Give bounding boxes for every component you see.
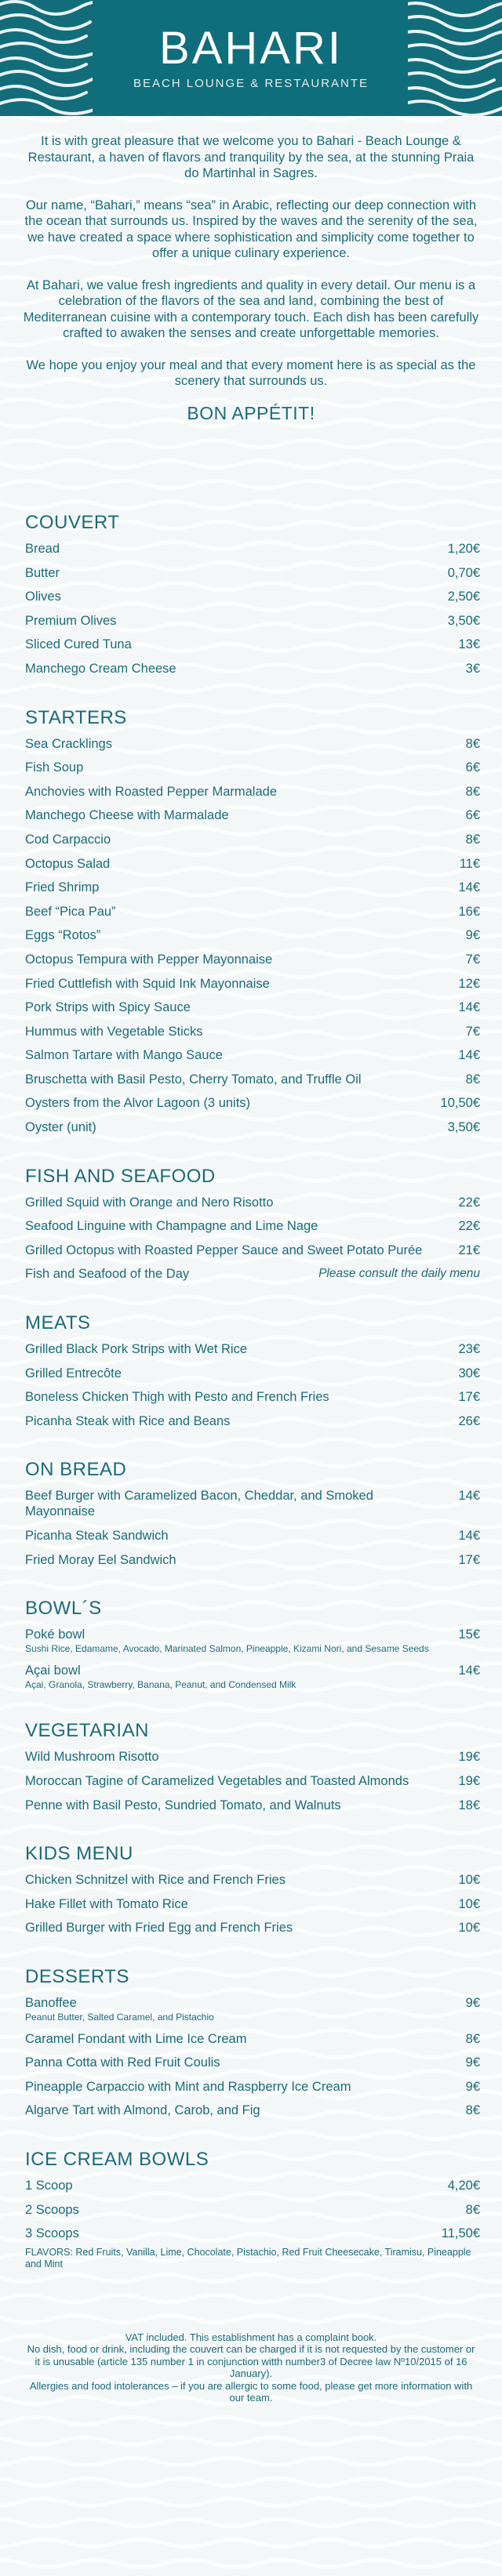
menu-item-info — [25, 832, 466, 847]
menu-item-name: Oysters from the Alvor Lagoon (3 units) — [25, 1096, 251, 1111]
section-title: FISH AND SEAFOOD — [25, 1165, 216, 1187]
menu-item-price: 26€ — [458, 1413, 480, 1428]
menu-sections — [0, 421, 502, 2270]
menu-item-name: Panna Cotta with Red Fruit Coulis — [25, 2055, 220, 2070]
menu-section-kids — [25, 1821, 480, 1936]
menu-item-name: Bruschetta with Basil Pesto, Cherry Tomato, and Truffle Oil — [25, 1072, 362, 1087]
menu-item-name: Grilled Black Pork Strips with Wet Rice — [25, 1342, 248, 1357]
menu-item-price: 9€ — [465, 928, 480, 943]
menu-item-info — [25, 856, 460, 872]
menu-item-name: Wild Mushroom Risotto — [25, 1750, 159, 1765]
menu-item-price: 1,20€ — [447, 542, 480, 556]
menu-item-name: Picanha Steak Sandwich — [25, 1529, 169, 1543]
menu-item-price: 21€ — [458, 1243, 480, 1257]
menu-item-name: Algarve Tart with Almond, Carob, and Fig — [25, 2103, 260, 2118]
menu-item — [25, 2031, 480, 2047]
menu-item-price: 30€ — [458, 1366, 480, 1381]
menu-item-price: 17€ — [458, 1390, 480, 1405]
menu-item-info — [25, 1920, 458, 1936]
menu-item-name: Grilled Squid with Orange and Nero Risotto — [25, 1195, 274, 1210]
menu-item — [25, 1389, 480, 1405]
menu-item-name: Fish and Seafood of the Day — [25, 1267, 190, 1282]
menu-item-name: Fried Shrimp — [25, 880, 100, 895]
menu-item — [25, 1047, 480, 1063]
intro-paragraph: Our name, “Bahari,” means “sea” in Arabic, reflecting our deep connection with the ocean that surrounds us. Inspired by the waves and the serenity of the sea, we have created a space where sophistication and simplicity come together to offer a unique culinary experience. — [24, 198, 478, 260]
menu-item — [25, 1095, 480, 1111]
menu-item-info — [25, 1798, 458, 1813]
menu-item-price: 7€ — [465, 1024, 480, 1039]
section-title: ICE CREAM BOWLS — [25, 2148, 209, 2170]
menu-item — [25, 637, 480, 652]
menu-item-name: Hake Fillet with Tomato Rice — [25, 1896, 188, 1911]
intro-paragraph: It is with great pleasure that we welcome you to Bahari - Beach Lounge & Restaurant, a haven of flavors and tranquility by the sea, at the stunning Praia do Martinhal in Sagres. — [27, 134, 475, 180]
menu-item-name: Beef Burger with Caramelized Bacon, Cheddar, and Smoked Mayonnaise — [25, 1489, 373, 1519]
menu-item-name: Cod Carpaccio — [25, 832, 111, 847]
footer-line: VAT included. This establishment has a complaint book. — [125, 2331, 377, 2343]
menu-item-price: 3,50€ — [447, 613, 480, 628]
ice-cream-flavors: FLAVORS: Red Fruits, Vanilla, Lime, Chocolate, Pistachio, Red Fruit Cheesecake, Tiramisu, Pineapple and Mint — [25, 2246, 471, 2269]
menu-item — [25, 1243, 480, 1258]
menu-item-name: Caramel Fondant with Lime Ice Cream — [25, 2031, 247, 2046]
menu-item-price: 9€ — [465, 1995, 480, 2010]
menu-item — [25, 1773, 480, 1789]
menu-item — [25, 2079, 480, 2095]
wave-pattern-right — [408, 0, 502, 116]
menu-item-info — [25, 760, 466, 775]
menu-item — [25, 1119, 480, 1135]
menu-item-info — [25, 589, 448, 604]
menu-item-info — [25, 736, 466, 752]
menu-item-name: Hummus with Vegetable Sticks — [25, 1024, 203, 1039]
background-wave-line — [0, 2458, 502, 2465]
menu-item — [25, 1488, 480, 1519]
menu-item-name: Olives — [25, 590, 61, 604]
menu-item-price: 9€ — [465, 2055, 480, 2070]
menu-item-name: Moroccan Tagine of Caramelized Vegetables and Toasted Almonds — [25, 1773, 409, 1788]
menu-item — [25, 1072, 480, 1087]
menu-item-info — [25, 1072, 466, 1087]
menu-item-price: 12€ — [458, 976, 480, 991]
menu-item-info — [25, 1000, 458, 1015]
menu-item-info — [25, 565, 448, 581]
menu-item-name: Butter — [25, 565, 60, 580]
menu-item-price: 14€ — [458, 880, 480, 895]
menu-item-name: Grilled Entrecôte — [25, 1366, 122, 1381]
brand-name: BAHARI — [159, 23, 343, 74]
menu-item — [25, 1663, 480, 1690]
menu-item-info — [25, 952, 466, 967]
header-banner — [0, 0, 502, 116]
menu-item-price: 14€ — [458, 1529, 480, 1543]
menu-item — [25, 565, 480, 581]
menu-item-info — [25, 1528, 458, 1544]
section-title: COUVERT — [25, 512, 120, 533]
intro-paragraph: We hope you enjoy your meal and that every moment here is as special as the scenery that surrounds us. — [26, 357, 476, 388]
menu-item-price: 16€ — [458, 904, 480, 919]
menu-item-description: Sushi Rice, Edamame, Avocado, Marinated Salmon, Pineapple, Kizami Nori, and Sesame Seeds — [25, 1643, 429, 1655]
menu-item-price: 8€ — [465, 736, 480, 751]
menu-item-info — [25, 661, 466, 677]
menu-item-price: 18€ — [458, 1798, 480, 1812]
menu-item-price: 14€ — [458, 1000, 480, 1015]
menu-section-couvert — [25, 490, 480, 677]
menu-item — [25, 904, 480, 920]
menu-item-name: 1 Scoop — [25, 2178, 73, 2193]
menu-item-info — [25, 1995, 466, 2023]
menu-item — [25, 1528, 480, 1544]
menu-item-price: 8€ — [465, 784, 480, 799]
menu-item-name: Banoffee — [25, 1995, 77, 2010]
menu-item — [25, 1413, 480, 1429]
menu-item-price: 22€ — [458, 1195, 480, 1210]
menu-item-name: Açai bowl — [25, 1663, 81, 1678]
menu-item-price: 8€ — [465, 1072, 480, 1087]
menu-item-info — [25, 613, 448, 629]
menu-item-info — [25, 807, 466, 823]
menu-item-info — [25, 541, 448, 557]
menu-item-price: 17€ — [458, 1552, 480, 1567]
menu-item-price: 6€ — [465, 760, 480, 775]
menu-item-price: 8€ — [465, 2031, 480, 2046]
menu-item — [25, 2178, 480, 2193]
menu-item-info — [25, 1195, 458, 1210]
menu-item-price: 8€ — [465, 2103, 480, 2118]
menu-item-name: Fried Cuttlefish with Squid Ink Mayonnaise — [25, 976, 270, 991]
menu-item-info — [25, 1872, 458, 1888]
menu-item — [25, 1000, 480, 1015]
menu-item-name: Penne with Basil Pesto, Sundried Tomato, and Walnuts — [25, 1798, 341, 1812]
menu-item-name: Chicken Schnitzel with Rice and French Fries — [25, 1873, 286, 1888]
menu-item-info — [25, 904, 458, 920]
menu-item-price: 10,50€ — [440, 1096, 480, 1111]
menu-item-name: Beef “Pica Pau” — [25, 904, 116, 919]
menu-item-description: Açai, Granola, Strawberry, Banana, Peanut, and Condensed Milk — [25, 1678, 296, 1690]
menu-item-info — [25, 1663, 458, 1690]
brand-subtitle: BEACH LOUNGE & RESTAURANTE — [133, 77, 369, 90]
bon-appetit: BON APPÉTIT! — [187, 402, 315, 423]
welcome-intro — [0, 116, 502, 421]
menu-section-bread — [25, 1437, 480, 1567]
menu-item-name: Manchego Cream Cheese — [25, 661, 176, 676]
menu-item-description: Peanut Butter, Salted Caramel, and Pistachio — [25, 2011, 214, 2023]
menu-item-price: 15€ — [458, 1627, 480, 1642]
menu-item — [25, 2202, 480, 2218]
menu-item — [25, 1266, 480, 1282]
menu-item-info — [25, 1773, 458, 1789]
menu-item-name: Grilled Octopus with Roasted Pepper Sauce and Sweet Potato Purée — [25, 1243, 423, 1257]
menu-item-name: Oyster (unit) — [25, 1120, 96, 1135]
intro-paragraph: At Bahari, we value fresh ingredients and quality in every detail. Our menu is a celebration of the flavors of the sea and land, combining the best of Mediterranean cuisine with a contemporary touch. Each dish has been carefully crafted to awaken the senses and create unforgettable memories. — [23, 278, 479, 340]
menu-item-name: Sea Cracklings — [25, 736, 112, 751]
menu-item-name: Pork Strips with Spicy Sauce — [25, 1000, 191, 1015]
menu-item — [25, 1218, 480, 1234]
menu-item — [25, 976, 480, 992]
menu-item-name: Eggs “Rotos” — [25, 928, 101, 943]
menu-item-price: 19€ — [458, 1750, 480, 1765]
menu-item-info — [25, 927, 466, 943]
menu-item-info — [25, 1389, 458, 1405]
menu-item — [25, 1920, 480, 1936]
menu-item-info — [25, 976, 458, 992]
menu-item-name: Fish Soup — [25, 760, 84, 775]
menu-item — [25, 736, 480, 752]
menu-item-price: 9€ — [465, 2079, 480, 2094]
section-title: DESSERTS — [25, 1965, 129, 1987]
menu-item-info — [25, 1218, 458, 1234]
menu-item — [25, 1995, 480, 2023]
menu-item-price: 2,50€ — [447, 590, 480, 604]
menu-item-name: Fried Moray Eel Sandwich — [25, 1552, 176, 1567]
menu-item-name: Seafood Linguine with Champagne and Lime Nage — [25, 1219, 318, 1234]
menu-item — [25, 760, 480, 775]
menu-item — [25, 1195, 480, 1210]
menu-item-name: Premium Olives — [25, 613, 117, 628]
menu-item-price: 3€ — [465, 661, 480, 676]
menu-item — [25, 952, 480, 967]
menu-item-info — [25, 1488, 458, 1519]
menu-item-price: 19€ — [458, 1773, 480, 1788]
menu-item-price: 8€ — [465, 832, 480, 847]
menu-item-name: Sliced Cured Tuna — [25, 637, 132, 652]
menu-item-name: Poké bowl — [25, 1627, 85, 1642]
menu-item — [25, 1872, 480, 1888]
background-wave-line — [0, 2418, 502, 2425]
menu-item-info — [25, 2178, 448, 2193]
menu-section-starters — [25, 685, 480, 1136]
section-title: STARTERS — [25, 706, 127, 728]
menu-item — [25, 1896, 480, 1912]
menu-item — [25, 2226, 480, 2241]
menu-item-info — [25, 637, 458, 652]
menu-item — [25, 856, 480, 872]
menu-item-info — [25, 2079, 466, 2095]
menu-item — [25, 613, 480, 629]
menu-item-name: Pineapple Carpaccio with Mint and Raspberry Ice Cream — [25, 2079, 351, 2094]
menu-item-info — [25, 2103, 466, 2118]
menu-item-name: Boneless Chicken Thigh with Pesto and French Fries — [25, 1390, 329, 1405]
menu-item-info — [25, 2202, 466, 2218]
menu-item-info — [25, 1095, 441, 1111]
section-title: MEATS — [25, 1312, 91, 1334]
menu-item-info — [25, 1243, 458, 1258]
menu-item-name: Bread — [25, 542, 60, 556]
menu-item-price: 22€ — [458, 1219, 480, 1234]
menu-item — [25, 927, 480, 943]
wave-pattern-left — [0, 0, 94, 116]
menu-item-price: 14€ — [458, 1048, 480, 1063]
brand-plate — [93, 0, 409, 116]
menu-item — [25, 807, 480, 823]
menu-item-info — [25, 1552, 458, 1568]
menu-item — [25, 1341, 480, 1357]
menu-section-fish — [25, 1144, 480, 1283]
menu-item-price: 4,20€ — [447, 2178, 480, 2193]
menu-item-info — [25, 1024, 466, 1039]
section-title: KIDS MENU — [25, 1843, 133, 1865]
menu-item-info — [25, 2055, 466, 2070]
menu-section-bowls — [25, 1576, 480, 1690]
menu-item — [25, 1798, 480, 1813]
menu-item-name: 3 Scoops — [25, 2226, 79, 2241]
menu-item-price: 8€ — [465, 2202, 480, 2217]
menu-item-price: 13€ — [458, 637, 480, 652]
menu-item-price: 23€ — [458, 1342, 480, 1357]
footer-line: Allergies and food intolerances – if you are allergic to some food, please get more information with our team. — [29, 2379, 473, 2404]
menu-item-name: Manchego Cheese with Marmalade — [25, 808, 229, 823]
menu-item-price: 7€ — [465, 952, 480, 967]
menu-item-name: Anchovies with Roasted Pepper Marmalade — [25, 784, 278, 799]
menu-item-price: 3,50€ — [447, 1120, 480, 1135]
menu-item — [25, 661, 480, 677]
menu-item-name: Picanha Steak with Rice and Beans — [25, 1413, 231, 1428]
menu-item-info — [25, 1366, 458, 1381]
menu-section-desserts — [25, 1944, 480, 2118]
menu-section-icecream — [25, 2127, 480, 2270]
menu-item-name: 2 Scoops — [25, 2202, 79, 2217]
menu-item — [25, 832, 480, 847]
menu-section-vegetarian — [25, 1698, 480, 1812]
background-wave-line — [0, 2520, 502, 2527]
menu-item-info — [25, 1266, 318, 1282]
menu-item-info — [25, 1627, 458, 1654]
menu-item-price: 6€ — [465, 808, 480, 823]
menu-item-info — [25, 2226, 442, 2241]
menu-item-info — [25, 1341, 458, 1357]
menu-item — [25, 784, 480, 800]
menu-item-price: 10€ — [458, 1896, 480, 1911]
section-title: VEGETARIAN — [25, 1720, 149, 1742]
menu-item-price: 14€ — [458, 1489, 480, 1504]
menu-item-name: Octopus Salad — [25, 856, 111, 871]
menu-item — [25, 1749, 480, 1765]
menu-item-name: Salmon Tartare with Mango Sauce — [25, 1048, 223, 1063]
background-wave-line — [0, 2499, 502, 2506]
menu-item — [25, 1627, 480, 1654]
menu-item-info — [25, 2031, 466, 2047]
menu-item-price: 11€ — [459, 856, 480, 871]
menu-item-info — [25, 880, 458, 895]
footer-line: No dish, food or drink, including the couvert can be charged if it is not requested by the customer or it is unusable (article 135 number 1 in conjunction witth number3 of Decree law Nº10/2015 of 16 January). — [27, 2343, 475, 2380]
menu-item-price: 11,50€ — [441, 2226, 480, 2241]
menu-item — [25, 2055, 480, 2070]
menu-item-price: 10€ — [458, 1873, 480, 1888]
menu-item-price: 14€ — [458, 1663, 480, 1678]
menu-item-info — [25, 1413, 458, 1429]
menu-item-price: 0,70€ — [447, 565, 480, 580]
menu-item-price: Please consult the daily menu — [318, 1267, 480, 1281]
menu-item-info — [25, 1896, 458, 1912]
section-title: BOWL´S — [25, 1598, 102, 1620]
background-wave-line — [0, 2479, 502, 2486]
background-wave-line — [0, 2560, 502, 2567]
menu-item-info — [25, 1749, 458, 1765]
menu-item — [25, 541, 480, 557]
menu-item — [25, 589, 480, 604]
menu-item-info — [25, 1119, 448, 1135]
menu-item — [25, 880, 480, 895]
menu-item — [25, 1366, 480, 1381]
menu-item-price: 10€ — [458, 1921, 480, 1936]
menu-item-name: Grilled Burger with Fried Egg and French Fries — [25, 1921, 293, 1936]
background-wave-line — [0, 2540, 502, 2547]
background-wave-line — [0, 2438, 502, 2445]
menu-item-name: Octopus Tempura with Pepper Mayonnaise — [25, 952, 273, 967]
menu-item — [25, 2103, 480, 2118]
menu-section-meats — [25, 1290, 480, 1429]
section-title: ON BREAD — [25, 1459, 127, 1481]
menu-item — [25, 1024, 480, 1039]
menu-item-info — [25, 784, 466, 800]
menu-item — [25, 1552, 480, 1568]
legal-footer — [0, 2270, 502, 2404]
menu-item-info — [25, 1047, 458, 1063]
